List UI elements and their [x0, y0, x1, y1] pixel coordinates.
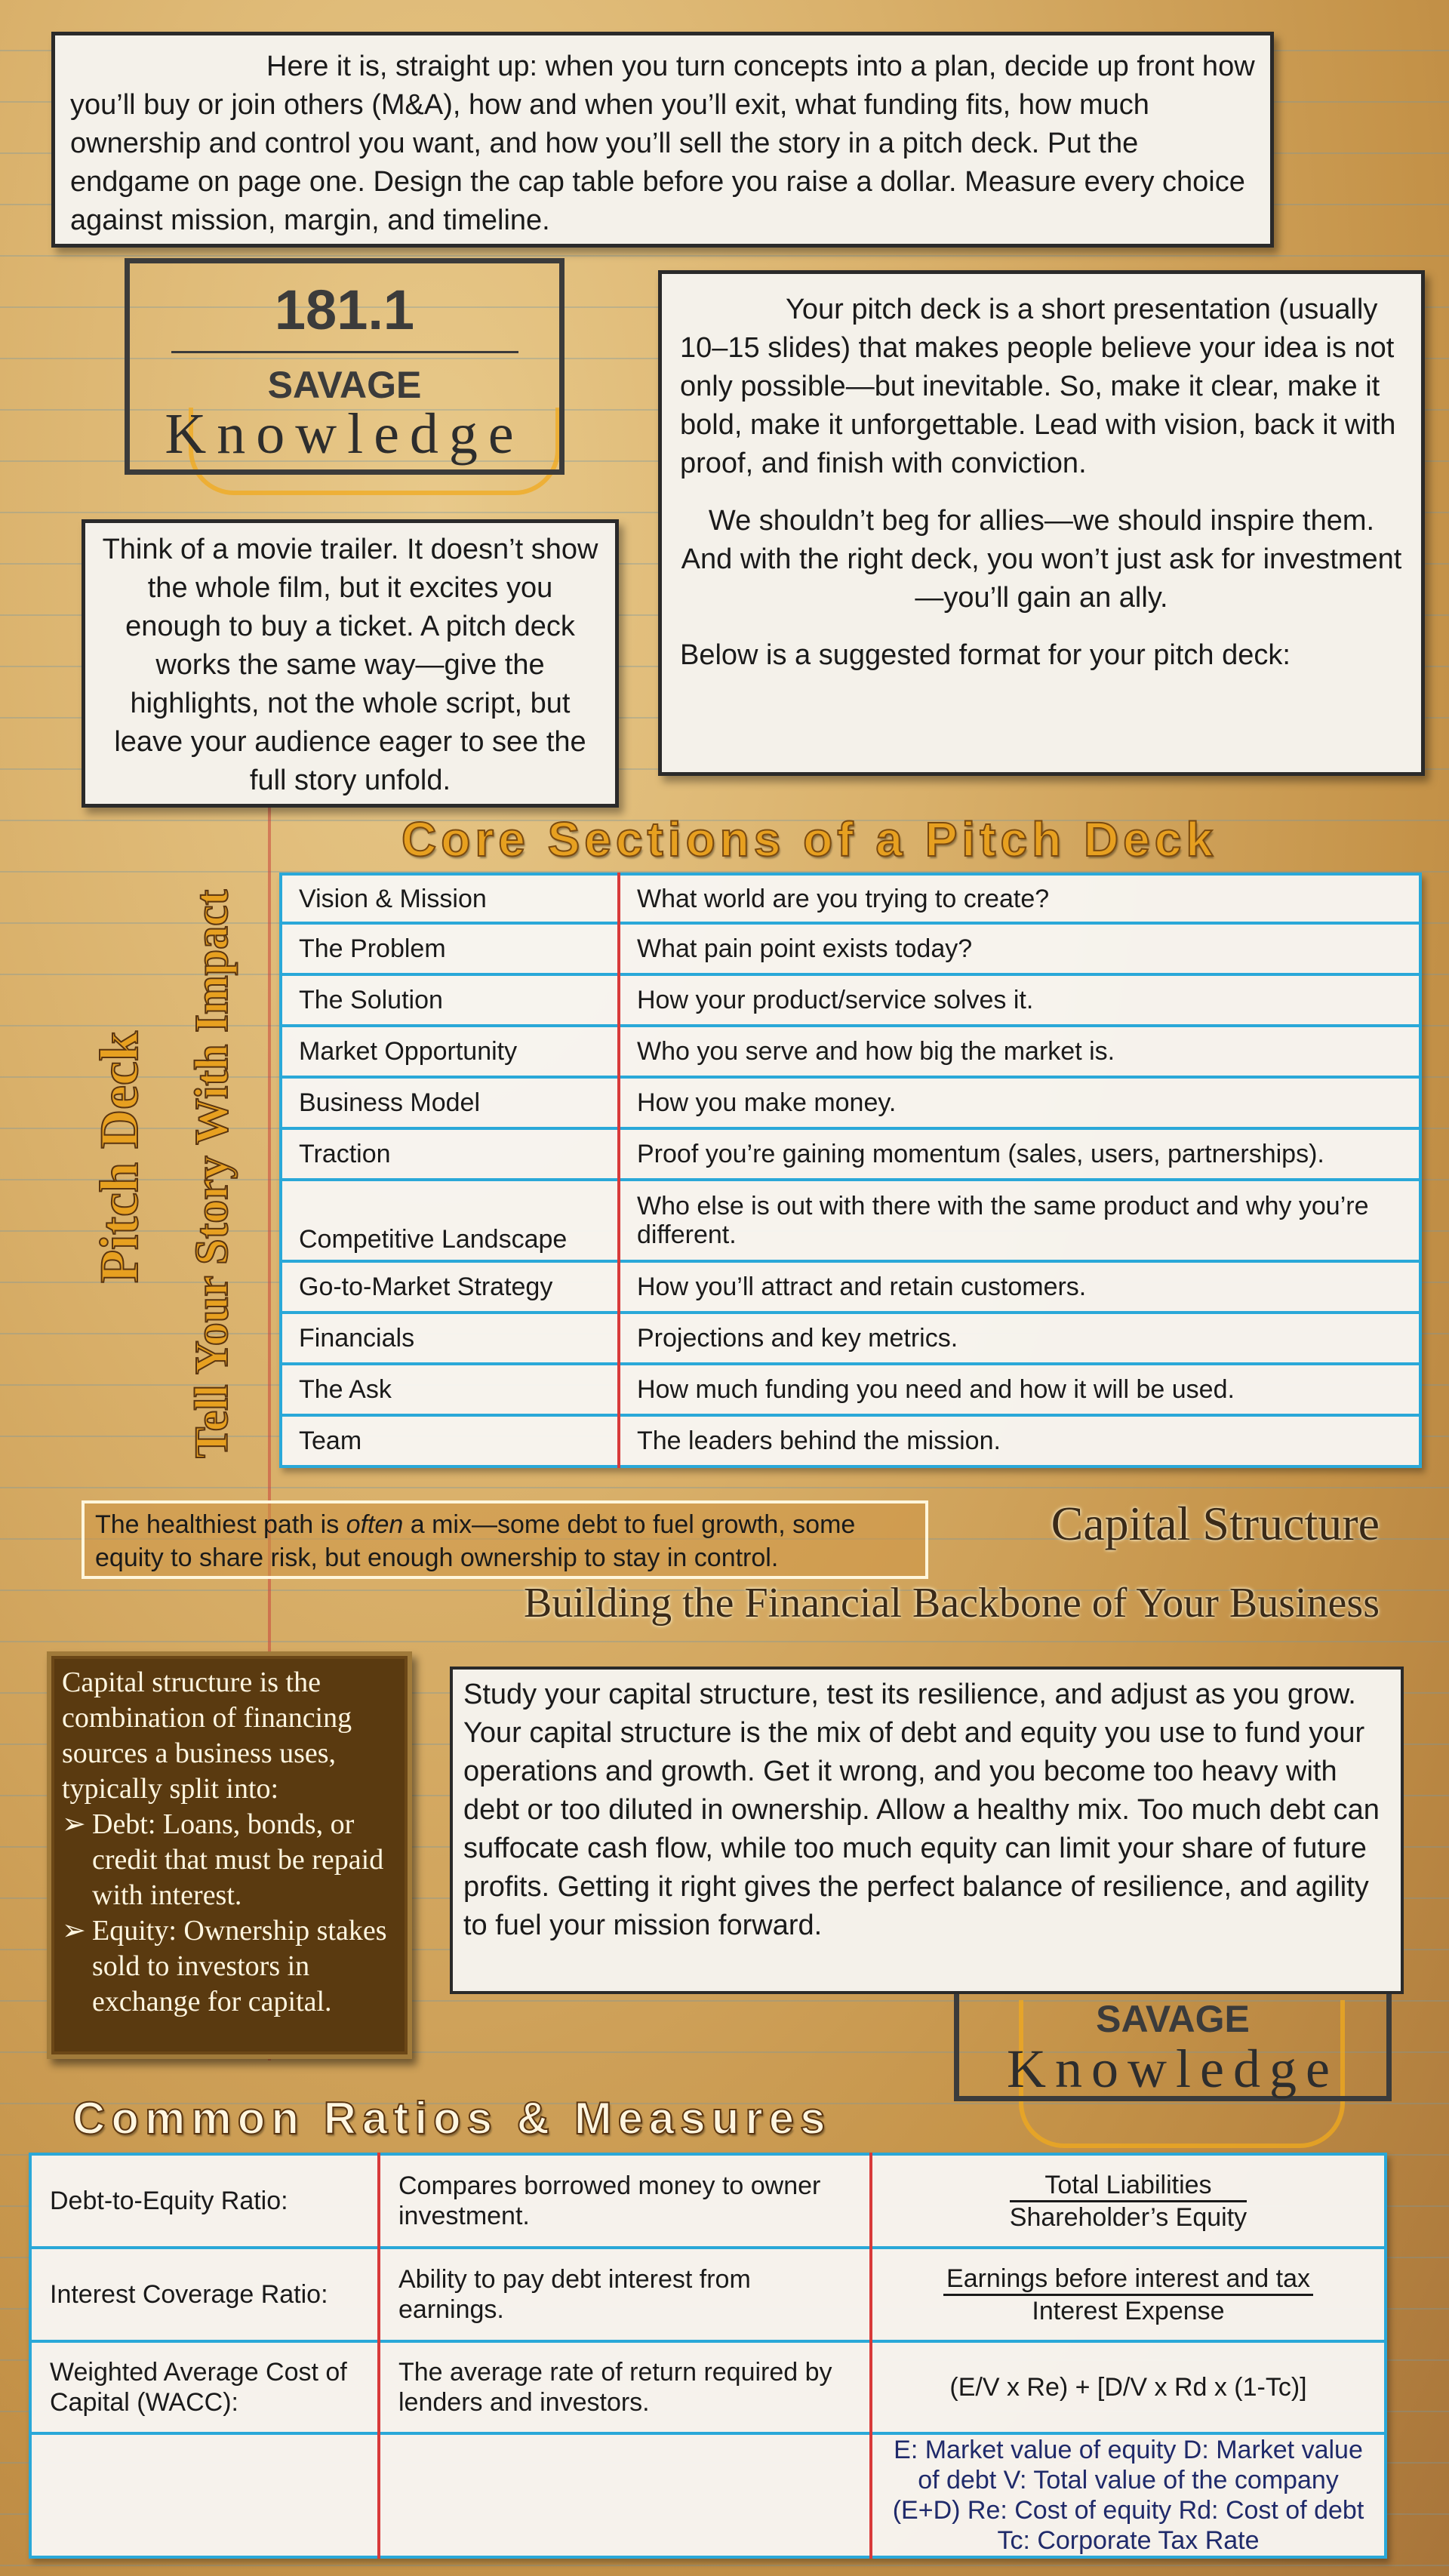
pitch-intro-p3: Below is a suggested format for your pitch deck: — [680, 639, 1291, 671]
table-row — [30, 2433, 1386, 2557]
ratio-desc: Compares borrowed money to owner investment. — [379, 2154, 871, 2248]
table-row — [281, 1077, 1420, 1128]
section-name: The Solution — [281, 974, 619, 1026]
section-desc: How you’ll attract and retain customers. — [619, 1261, 1420, 1313]
section-desc: Proof you’re gaining momentum (sales, users, partnerships). — [619, 1128, 1420, 1180]
pitch-intro-p2: We shouldn’t beg for allies—we should inspire them. And with the right deck, you won’t just ask for investment—you’ll gain an ally. — [681, 505, 1402, 614]
logo-brand-top: SAVAGE — [1096, 1998, 1250, 2040]
capital-study-box — [450, 1667, 1404, 1994]
section-desc: How your product/service solves it. — [619, 974, 1420, 1026]
healthy-path-note — [82, 1500, 928, 1579]
capital-structure-title: Capital Structure — [1051, 1497, 1380, 1550]
logo-number: 181.1 — [274, 279, 415, 341]
section-name: Traction — [281, 1128, 619, 1180]
capital-definition-panel — [47, 1651, 412, 2059]
core-sections-table — [279, 873, 1422, 1468]
section-desc: What pain point exists today? — [619, 923, 1420, 974]
table-row — [281, 1128, 1420, 1180]
table-row — [30, 2154, 1386, 2248]
intro-box — [51, 32, 1274, 248]
section-desc: Who else is out with there with the same product and why you’re different. — [619, 1180, 1420, 1261]
pitch-intro-p1: Your pitch deck is a short presentation (usually 10–15 slides) that makes people believe your idea is not only possible—but inevitable. So, make it clear, make it bold, make it unforgettable. Lead with vision, back it with proof, and finish with conviction. — [680, 294, 1396, 479]
logo-brand-bottom: Knowledge — [165, 402, 525, 466]
bullet-text: Debt: Loans, bonds, or credit that must be repaid with interest. — [92, 1808, 384, 1911]
section-name: Financials — [281, 1313, 619, 1364]
vertical-subtitle: Tell Your Story With Impact — [186, 889, 238, 1458]
table-row — [30, 2248, 1386, 2341]
section-desc: What world are you trying to create? — [637, 884, 1050, 913]
trailer-box — [82, 519, 619, 808]
section-name: The Problem — [281, 923, 619, 974]
table-row — [281, 1180, 1420, 1261]
section-name: Market Opportunity — [281, 1026, 619, 1077]
ratio-desc: Ability to pay debt interest from earnings. — [379, 2248, 871, 2341]
ratio-name: Interest Coverage Ratio: — [30, 2248, 379, 2341]
table-row — [30, 2341, 1386, 2433]
ratio-name: Debt-to-Equity Ratio: — [30, 2154, 379, 2248]
list-item — [62, 1807, 397, 1913]
capital-bullets — [62, 1807, 397, 2020]
section-name: The Ask — [281, 1364, 619, 1415]
capital-study-text: Study your capital structure, test its resilience, and adjust as you grow. Your capital structure is the mix of debt and equity you use to fund your operations and growth. Get it wrong, and you become too heavy with debt or too diluted in ownership. Allow a healthy mix. Too much debt can suffocate cash flow, while too much equity can limit your share of future profits. Getting it right gives the perfect balance of resilience, and agility to fuel your mission forward. — [463, 1679, 1380, 1941]
section-desc: The leaders behind the mission. — [619, 1415, 1420, 1467]
capital-definition: Capital structure is the combination of financing sources a business uses, typically split into: — [62, 1667, 352, 1805]
logo-brand-top: SAVAGE — [267, 364, 422, 406]
core-sections-heading: Core Sections of a Pitch Deck — [401, 812, 1217, 866]
intro-text: Here it is, straight up: when you turn concepts into a plan, decide up front how you’ll buy or join others (M&A), how and when you’ll exit, what funding fits, how much ownership and control you want, and how you’ll sell the story in a pitch deck. Put the endgame on page one. Design the cap table before you raise a dollar. Measure every choice against mission, margin, and timeline. — [70, 51, 1255, 236]
table-row — [281, 974, 1420, 1026]
formula-denominator: Shareholder’s Equity — [1009, 2202, 1247, 2232]
table-row — [281, 923, 1420, 974]
arrow-bullet-icon: ➢ — [62, 1915, 86, 1947]
bullet-text: Equity: Ownership stakes sold to investors in exchange for capital. — [92, 1915, 387, 2017]
vertical-title: Pitch Deck — [89, 1031, 149, 1283]
trailer-text: Think of a movie trailer. It doesn’t show the whole film, but it excites you enough to buy a ticket. A pitch deck works the same way—give the highlights, not the whole script, but leave your audience eager to see the full story unfold. — [102, 534, 598, 796]
note-text-before: The healthiest path is — [95, 1510, 346, 1539]
ratios-heading: Common Ratios & Measures — [72, 2093, 832, 2144]
ratio-formula: (E/V x Re) + [D/V x Rd x (1-Tc)] — [871, 2341, 1386, 2433]
formula-numerator: Earnings before interest and tax — [943, 2264, 1313, 2296]
capital-structure-subtitle: Building the Financial Backbone of Your Business — [524, 1580, 1380, 1627]
ratio-name: Weighted Average Cost of Capital (WACC): — [30, 2341, 379, 2433]
table-row — [281, 1364, 1420, 1415]
section-name: Vision & Mission — [281, 874, 619, 923]
list-item — [62, 1913, 397, 2020]
note-emphasis: often — [346, 1510, 404, 1539]
section-name: Competitive Landscape — [281, 1180, 619, 1261]
table-row — [281, 1313, 1420, 1364]
ratio-desc: The average rate of return required by lenders and investors. — [379, 2341, 871, 2433]
table-row — [281, 1415, 1420, 1467]
section-name: Team — [281, 1415, 619, 1467]
table-row — [281, 1261, 1420, 1313]
arrow-bullet-icon: ➢ — [62, 1808, 86, 1840]
section-desc: Who you serve and how big the market is. — [619, 1026, 1420, 1077]
formula-numerator: Total Liabilities — [1010, 2170, 1247, 2202]
wacc-legend: E: Market value of equity D: Market value of debt V: Total value of the company (E+D) Re: Cost of equity Rd: Cost of debt Tc: Corporate Tax Rate — [871, 2433, 1386, 2557]
section-desc: Projections and key metrics. — [619, 1313, 1420, 1364]
section-name: Business Model — [281, 1077, 619, 1128]
table-row — [281, 1026, 1420, 1077]
ratio-formula — [871, 2154, 1386, 2248]
section-desc: How you make money. — [619, 1077, 1420, 1128]
formula-denominator: Interest Expense — [1032, 2296, 1225, 2325]
pitch-intro-box — [658, 270, 1425, 776]
note-text-after: a mix—some debt to fuel growth, some equity to share risk, but enough ownership to stay in control. — [95, 1510, 856, 1572]
section-desc: How much funding you need and how it will be used. — [619, 1364, 1420, 1415]
logo-brand-bottom: Knowledge — [1007, 2039, 1339, 2099]
section-name: Go-to-Market Strategy — [281, 1261, 619, 1313]
ratios-table — [29, 2153, 1387, 2559]
table-row — [281, 874, 1420, 923]
ratio-formula — [871, 2248, 1386, 2341]
